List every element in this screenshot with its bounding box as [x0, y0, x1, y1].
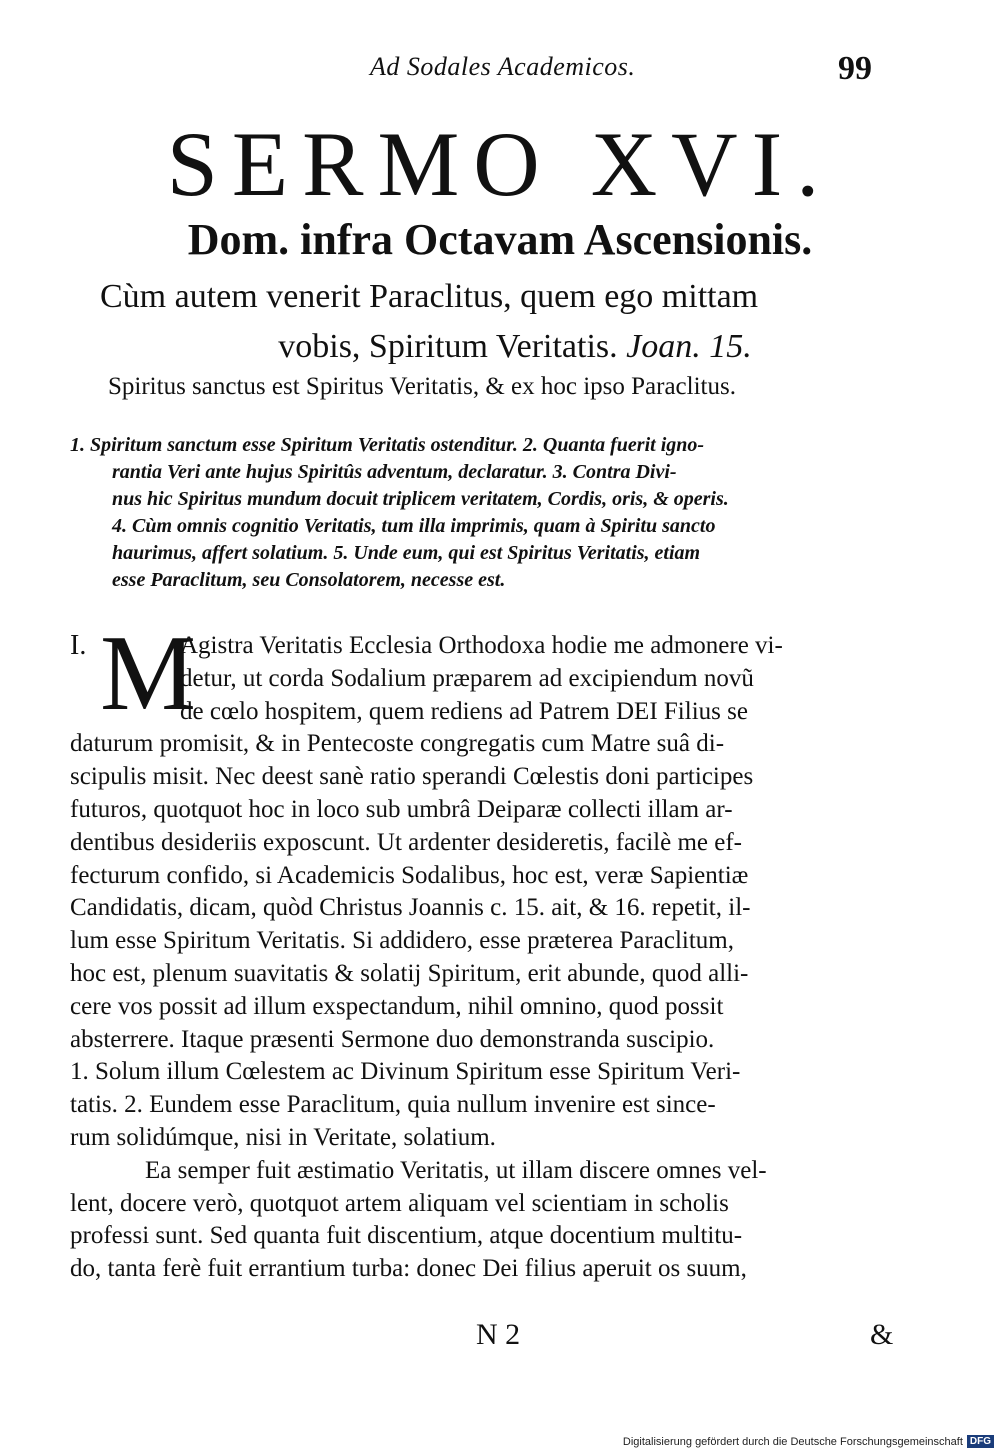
- body-line: 1. Solum illum Cœlestem ac Divinum Spiritum esse Spiritum Veri-: [70, 1058, 741, 1086]
- body-line: Agistra Veritatis Ecclesia Orthodoxa hodie me admonere vi-: [180, 632, 783, 659]
- body-line: de cœlo hospitem, quem rediens ad Patrem DEI Filius se: [180, 697, 748, 725]
- signature-mark: N 2: [476, 1318, 521, 1351]
- body-line: hoc est, plenum suavitatis & solatij Spiritum, erit abunde, quod alli-: [70, 959, 749, 987]
- body-line: scipulis misit. Nec deest sanè ratio sperandi Cœlestis doni participes: [70, 763, 754, 791]
- thesis-line: Spiritus sanctus est Spiritus Veritatis, & ex hoc ipso Paraclitus.: [108, 373, 736, 400]
- body-line: lent, docere verò, quotquot artem aliquam vel scientiam in scholis: [70, 1189, 729, 1217]
- summary-line: 4. Cùm omnis cognitio Veritatis, tum illa imprimis, quam à Spiritu sancto: [112, 515, 716, 537]
- body-line: lum esse Spiritum Veritatis. Si addidero, esse præterea Paraclitum,: [70, 927, 734, 955]
- body-line: cere vos possit ad illum exspectandum, nihil omnino, quod possit: [70, 992, 724, 1020]
- summary-line: 1. Spiritum sanctum esse Spiritum Veritatis ostenditur. 2. Quanta fuerit igno-: [70, 434, 705, 456]
- paragraph-number: I.: [70, 630, 87, 661]
- body-line: rum solidúmque, nisi in Veritate, solatium.: [70, 1123, 496, 1151]
- body-line: daturum promisit, & in Pentecoste congregatis cum Matre suâ di-: [70, 730, 725, 758]
- body-line: do, tanta ferè fuit errantium turba: donec Dei filius aperuit os suum,: [70, 1255, 747, 1283]
- body-line: futuros, quotquot hoc in loco sub umbrâ Deiparæ collecti illam ar-: [70, 795, 733, 823]
- body-line: dentibus desideriis exposcunt. Ut ardenter desideretis, facilè me ef-: [70, 828, 742, 856]
- scripture-reference: Joan. 15.: [626, 328, 752, 365]
- drop-cap: M: [100, 614, 197, 733]
- summary-line: esse Paraclitum, seu Consolatorem, necesse est.: [112, 569, 506, 591]
- theme-line-1: Cùm autem venerit Paraclitus, quem ego mittam: [100, 278, 759, 315]
- sermon-title: SERMO XVI.: [166, 113, 834, 215]
- body-line: professi sunt. Sed quanta fuit discentium, atque docentium multitu-: [70, 1222, 743, 1250]
- catchword: &: [870, 1318, 894, 1351]
- body-line: Ea semper fuit æstimatio Veritatis, ut illam discere omnes vel-: [145, 1156, 767, 1184]
- theme-line-2: [0, 330, 1000, 364]
- body-line: fecturum confido, si Academicis Sodalibus, hoc est, veræ Sapientiæ: [70, 861, 749, 889]
- body-line: Candidatis, dicam, quòd Christus Joannis c. 15. ait, & 16. repetit, il-: [70, 894, 751, 922]
- body-line: absterrere. Itaque præsenti Sermone duo demonstranda suscipio.: [70, 1025, 715, 1053]
- page-number: 99: [838, 50, 872, 87]
- occasion-title: Dom. infra Octavam Ascensionis.: [187, 215, 813, 264]
- theme-line-2-text: vobis, Spiritum Veritatis.: [278, 328, 618, 365]
- running-head: Ad Sodales Academicos.: [370, 52, 636, 81]
- summary-line: nus hic Spiritus mundum docuit triplicem veritatem, Cordis, oris, & operis.: [112, 488, 729, 510]
- summary-block: [70, 432, 940, 594]
- dfg-logo-icon: DFG: [967, 1435, 994, 1448]
- body-line: tatis. 2. Eundem esse Paraclitum, quia nullum invenire est since-: [70, 1091, 716, 1119]
- body-text: [70, 614, 932, 1286]
- digitization-credit: [623, 1435, 994, 1448]
- summary-line: rantia Veri ante hujus Spiritûs adventum, declaratur. 3. Contra Divi-: [112, 461, 677, 483]
- body-line: detur, ut corda Sodalium præparem ad excipiendum novũ: [180, 664, 754, 692]
- summary-line: haurimus, affert solatium. 5. Unde eum, qui est Spiritus Veritatis, etiam: [112, 542, 701, 564]
- credit-text: Digitalisierung gefördert durch die Deutsche Forschungsgemeinschaft: [622, 1435, 963, 1448]
